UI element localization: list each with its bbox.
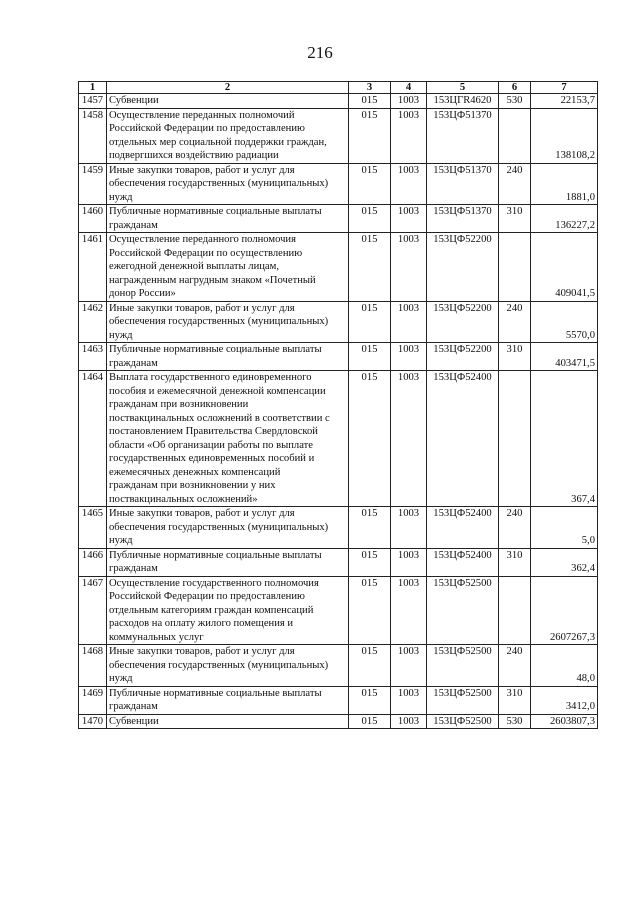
amount-cell: 22153,7 [531, 94, 598, 109]
expense-type-code-cell: 240 [499, 645, 531, 687]
expense-name-cell: Субвенции [107, 94, 349, 109]
amount-cell: 367,4 [531, 371, 598, 507]
section-code-cell: 1003 [391, 301, 427, 343]
expense-type-code-cell: 310 [499, 548, 531, 576]
table-row [79, 233, 598, 302]
target-article-code-cell: 153ЦФ51370 [427, 205, 499, 233]
column-header: 7 [531, 82, 598, 94]
row-number-cell: 1457 [79, 94, 107, 109]
section-code-cell: 1003 [391, 371, 427, 507]
target-article-code-cell: 153ЦГR4620 [427, 94, 499, 109]
admin-code-cell: 015 [349, 576, 391, 645]
target-article-code-cell: 153ЦФ52500 [427, 714, 499, 729]
table-row [79, 548, 598, 576]
amount-cell: 2607267,3 [531, 576, 598, 645]
expense-type-code-cell: 310 [499, 205, 531, 233]
table-row [79, 507, 598, 549]
amount-cell: 362,4 [531, 548, 598, 576]
expense-type-code-cell: 310 [499, 686, 531, 714]
expense-name-cell: Выплата государственного единовременного пособия и ежемесячной денежной компенсации гражданам при возникновении поствакцинальных осложнений в соответствии с постановлением Правительства Свердловской области «Об организации работы по выплате государственных единовременных пособий и ежемесячных денежных компенсаций гражданам при возникновении у них поствакцинальных осложнений» [107, 371, 349, 507]
target-article-code-cell: 153ЦФ52500 [427, 686, 499, 714]
admin-code-cell: 015 [349, 548, 391, 576]
section-code-cell: 1003 [391, 576, 427, 645]
row-number-cell: 1460 [79, 205, 107, 233]
amount-cell: 48,0 [531, 645, 598, 687]
target-article-code-cell: 153ЦФ52500 [427, 645, 499, 687]
table-row [79, 163, 598, 205]
target-article-code-cell: 153ЦФ52200 [427, 233, 499, 302]
table-row [79, 576, 598, 645]
expense-name-cell: Публичные нормативные социальные выплаты гражданам [107, 548, 349, 576]
column-header: 3 [349, 82, 391, 94]
amount-cell: 403471,5 [531, 343, 598, 371]
expense-name-cell: Осуществление переданного полномочия Российской Федерации по осуществлению ежегодной денежной выплаты лицам, награжденным нагрудным знаком «Почетный донор России» [107, 233, 349, 302]
target-article-code-cell: 153ЦФ52500 [427, 576, 499, 645]
admin-code-cell: 015 [349, 94, 391, 109]
admin-code-cell: 015 [349, 714, 391, 729]
row-number-cell: 1462 [79, 301, 107, 343]
expense-name-cell: Иные закупки товаров, работ и услуг для обеспечения государственных (муниципальных) нужд [107, 507, 349, 549]
amount-cell: 1881,0 [531, 163, 598, 205]
row-number-cell: 1467 [79, 576, 107, 645]
table-body [79, 94, 598, 729]
table-row [79, 371, 598, 507]
expense-type-code-cell [499, 233, 531, 302]
target-article-code-cell: 153ЦФ52400 [427, 548, 499, 576]
expense-type-code-cell: 530 [499, 714, 531, 729]
admin-code-cell: 015 [349, 163, 391, 205]
expense-name-cell: Публичные нормативные социальные выплаты гражданам [107, 205, 349, 233]
table-row [79, 301, 598, 343]
budget-table [78, 81, 598, 729]
admin-code-cell: 015 [349, 108, 391, 163]
column-header: 2 [107, 82, 349, 94]
expense-type-code-cell: 310 [499, 343, 531, 371]
section-code-cell: 1003 [391, 343, 427, 371]
section-code-cell: 1003 [391, 645, 427, 687]
amount-cell: 138108,2 [531, 108, 598, 163]
row-number-cell: 1465 [79, 507, 107, 549]
column-header: 6 [499, 82, 531, 94]
row-number-cell: 1459 [79, 163, 107, 205]
admin-code-cell: 015 [349, 233, 391, 302]
expense-name-cell: Публичные нормативные социальные выплаты гражданам [107, 686, 349, 714]
amount-cell: 5570,0 [531, 301, 598, 343]
admin-code-cell: 015 [349, 686, 391, 714]
amount-cell: 5,0 [531, 507, 598, 549]
section-code-cell: 1003 [391, 714, 427, 729]
admin-code-cell: 015 [349, 205, 391, 233]
table-row [79, 108, 598, 163]
expense-type-code-cell: 240 [499, 301, 531, 343]
table-row [79, 94, 598, 109]
section-code-cell: 1003 [391, 163, 427, 205]
expense-name-cell: Иные закупки товаров, работ и услуг для обеспечения государственных (муниципальных) нужд [107, 645, 349, 687]
admin-code-cell: 015 [349, 507, 391, 549]
expense-name-cell: Субвенции [107, 714, 349, 729]
table-row [79, 645, 598, 687]
amount-cell: 136227,2 [531, 205, 598, 233]
row-number-cell: 1464 [79, 371, 107, 507]
amount-cell: 2603807,3 [531, 714, 598, 729]
column-header: 4 [391, 82, 427, 94]
table-row [79, 205, 598, 233]
row-number-cell: 1458 [79, 108, 107, 163]
row-number-cell: 1461 [79, 233, 107, 302]
amount-cell: 3412,0 [531, 686, 598, 714]
row-number-cell: 1470 [79, 714, 107, 729]
row-number-cell: 1469 [79, 686, 107, 714]
section-code-cell: 1003 [391, 233, 427, 302]
column-header: 1 [79, 82, 107, 94]
target-article-code-cell: 153ЦФ52200 [427, 343, 499, 371]
expense-name-cell: Осуществление переданных полномочий Российской Федерации по предоставлению отдельных мер социальной поддержки граждан, подвергшихся воздействию радиации [107, 108, 349, 163]
row-number-cell: 1463 [79, 343, 107, 371]
admin-code-cell: 015 [349, 301, 391, 343]
row-number-cell: 1468 [79, 645, 107, 687]
target-article-code-cell: 153ЦФ52400 [427, 371, 499, 507]
section-code-cell: 1003 [391, 94, 427, 109]
table-header-row [79, 82, 598, 94]
table-row [79, 714, 598, 729]
table-row [79, 686, 598, 714]
expense-type-code-cell: 530 [499, 94, 531, 109]
expense-type-code-cell [499, 108, 531, 163]
admin-code-cell: 015 [349, 343, 391, 371]
target-article-code-cell: 153ЦФ52200 [427, 301, 499, 343]
section-code-cell: 1003 [391, 205, 427, 233]
page-number: 216 [307, 43, 333, 62]
admin-code-cell: 015 [349, 645, 391, 687]
row-number-cell: 1466 [79, 548, 107, 576]
expense-type-code-cell: 240 [499, 163, 531, 205]
admin-code-cell: 015 [349, 371, 391, 507]
section-code-cell: 1003 [391, 686, 427, 714]
amount-cell: 409041,5 [531, 233, 598, 302]
column-header: 5 [427, 82, 499, 94]
expense-name-cell: Публичные нормативные социальные выплаты гражданам [107, 343, 349, 371]
expense-type-code-cell: 240 [499, 507, 531, 549]
section-code-cell: 1003 [391, 507, 427, 549]
section-code-cell: 1003 [391, 548, 427, 576]
target-article-code-cell: 153ЦФ51370 [427, 108, 499, 163]
target-article-code-cell: 153ЦФ52400 [427, 507, 499, 549]
expense-name-cell: Иные закупки товаров, работ и услуг для обеспечения государственных (муниципальных) нужд [107, 163, 349, 205]
expense-name-cell: Осуществление государственного полномочия Российской Федерации по предоставлению отдельным категориям граждан компенсаций расходов на оплату жилого помещения и коммунальных услуг [107, 576, 349, 645]
section-code-cell: 1003 [391, 108, 427, 163]
expense-name-cell: Иные закупки товаров, работ и услуг для обеспечения государственных (муниципальных) нужд [107, 301, 349, 343]
expense-type-code-cell [499, 576, 531, 645]
expense-type-code-cell [499, 371, 531, 507]
target-article-code-cell: 153ЦФ51370 [427, 163, 499, 205]
table-row [79, 343, 598, 371]
